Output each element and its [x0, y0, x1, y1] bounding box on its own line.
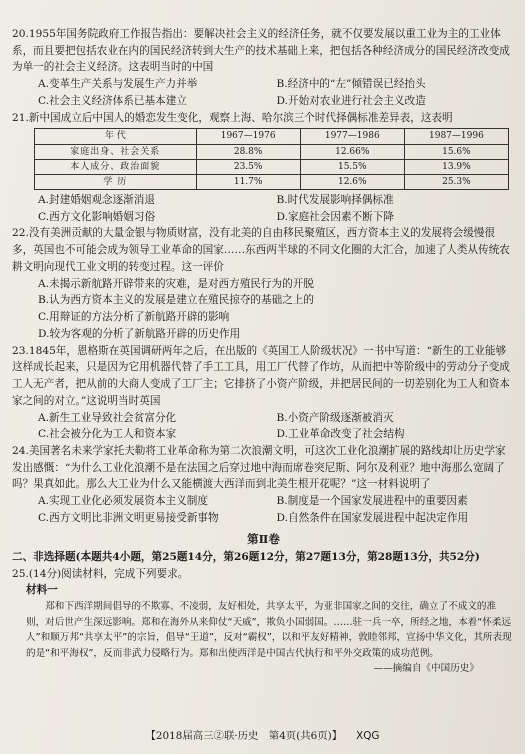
footer-code: XQG — [356, 730, 380, 742]
question-21-options — [12, 192, 515, 225]
table-row — [35, 159, 509, 174]
question-20 — [12, 26, 515, 110]
page-footer — [0, 728, 525, 744]
table-cell: 23.5% — [196, 159, 300, 174]
question-23-option-c: C.社会被分化为工人和资本家 — [38, 428, 177, 441]
question-24-options — [12, 493, 515, 526]
material-citation: ——摘编自《中国历史》 — [373, 663, 479, 675]
question-22-option-a: A.未揭示新航路开辟带来的灾难，是对西方殖民行为的开脱 — [38, 277, 314, 290]
question-23 — [12, 343, 515, 443]
question-23-stem: 23.1845年，恩格斯在英国调研两年之后，在出版的《英国工人阶级状况》一书中写道：“新生的工业能够这样成长起来，只是因为它用机器代替了手工工具，用工厂代替了作坊，从而把中等阶级中的劳动分子变成工人无产者，把从前的大商人变成了工厂主；它排挤了小资产阶级，并把居民间的一切差别化为工人和资本家之间的对立。”这说明当时英国 — [12, 344, 510, 407]
question-20-option-a: A.变革生产关系与发展生产力并举 — [38, 78, 198, 91]
question-23-option-b: B.小资产阶级逐渐被消灭 — [276, 411, 394, 424]
question-21-option-a: A.封建婚姻观念逐渐消退 — [38, 193, 155, 206]
table-cell: 25.3% — [404, 174, 508, 189]
exam-content — [12, 26, 515, 676]
table-row — [35, 174, 509, 189]
material-1-title: 材料一 — [26, 584, 58, 597]
question-24-stem: 24.美国著名未来学家托夫勒将工业革命称为第二次浪潮文明，可这次工业化浪潮扩展的路线却让历史学家发出感慨：“为什么工业化浪潮不是在法国之后穿过地中海而席卷突尼斯、阿尔及利亚？地中海那么宽阔了吗？果真如此。那么大工业为什么又能横渡大西洋而到北美生根开花呢？”这一材料说明了 — [12, 444, 506, 491]
question-24-option-d: D.自然条件在国家发展进程中起决定作用 — [276, 511, 469, 524]
table-cell: 12.6% — [300, 174, 404, 189]
table-cell: 13.9% — [404, 159, 508, 174]
footer-text: 【2018届高三②联·历史 第4页(共6页)】 — [145, 730, 343, 742]
table-cell: 28.8% — [196, 144, 300, 159]
question-22-option-d: D.较为客观的分析了新航路开辟的历史作用 — [38, 327, 241, 340]
question-22 — [12, 225, 515, 342]
table-cell: 11.7% — [196, 174, 300, 189]
table-header-cell: 1977—1986 — [300, 129, 404, 144]
question-21-stem: 21.新中国成立后中国人的婚恋发生变化，观察上海、哈尔滨三个时代择偶标准差异表，这表明 — [12, 111, 453, 124]
part-2-heading: 二、非选择题(本题共4小题，第25题14分，第26题12分，第27题13分，第28题13分，共52分) — [12, 550, 480, 563]
question-23-option-d: D.工业革命改变了社会结构 — [276, 428, 405, 441]
question-21 — [12, 110, 515, 226]
question-23-options — [12, 410, 515, 443]
question-21-option-c: C.西方文化影响婚姻习俗 — [38, 210, 156, 223]
table-row — [35, 144, 509, 159]
question-20-option-b: B.经济中的“左”倾错误已经抬头 — [276, 78, 426, 91]
question-20-option-d: D.开始对农业进行社会主义改造 — [276, 94, 426, 107]
question-22-option-c: C.用辩证的方法分析了新航路开辟的影响 — [38, 311, 230, 324]
table-header-cell: 1967—1976 — [196, 129, 300, 144]
question-20-stem: 20.1955年国务院政府工作报告指出：要解决社会主义的经济任务，就不仅要发展以重工业为主的工业体系，而且要把包括农业在内的国民经济转到大生产的技术基础上来，把包括各种经济成分的国民经济改变成为单一的社会主义经济。这表明当时的中国 — [12, 28, 510, 74]
question-24 — [12, 443, 515, 527]
table-row-label: 本人成分、政治面貌 — [35, 159, 197, 174]
table-row-label: 家庭出身、社会关系 — [35, 144, 197, 159]
question-24-option-a: A.实现工业化必须发展资本主义制度 — [38, 495, 208, 508]
table-row-label: 学 历 — [35, 174, 197, 189]
table-header-cell: 1987—1996 — [404, 129, 508, 144]
question-20-option-c: C.社会主义经济体系已基本建立 — [38, 94, 187, 107]
question-24-option-c: C.西方文明比非洲文明更易接受新事物 — [38, 511, 219, 524]
question-22-option-b: B.认为西方资本主义的发展是建立在殖民掠夺的基础之上的 — [38, 294, 314, 307]
question-21-option-b: B.时代发展影响择偶标准 — [276, 193, 394, 206]
section-2-title: 第Ⅱ卷 — [247, 531, 280, 546]
table-header-row — [35, 129, 509, 144]
question-24-option-b: B.制度是一个国家发展进程中的重要因素 — [276, 495, 468, 508]
question-21-option-d: D.家庭社会因素不断下降 — [276, 210, 394, 223]
table-cell: 15.6% — [404, 144, 508, 159]
question-22-stem: 22.没有美洲贡献的大量金银与物质财富，没有北美的自由移民聚殖区，西方资本主义的发展将会缓慢很多，英国也不可能会成为领导工业革命的国家……东西两半球的不同文化圈的大汇合，加速了人类从传统农耕文明向现代工业文明的转变过程。这一评价 — [12, 227, 510, 273]
table-header-cell: 年 代 — [35, 129, 197, 144]
marriage-criteria-table — [34, 128, 509, 190]
material-1-text: 郑和下西洋期间倡导的不欺寡、不凌弱，友好相处，共享太平，为亚非国家之间的交往，确立了不成文的准则，对后世产生深远影响。郑和在海外从来仰仗“天威”，欺负小国弱国。……驻一兵一卒，所经之地，本着“怀柔远人”和顺万邦“共享太平”的宗旨，倡导“王道”，反对“霸权”，以和平友好精神，敦睦邻邦，宣扬中华文化，其所表现的是“和平海权”，反而非武力侵略行为。郑和出使西洋是中国古代执行和平外交政策的成功范例。 — [26, 601, 512, 659]
table-cell: 15.5% — [300, 159, 404, 174]
question-25-stem: 25.(14分)阅读材料，完成下列要求。 — [12, 567, 189, 580]
question-23-option-a: A.新生工业导致社会贫富分化 — [38, 411, 177, 424]
table-cell: 12.66% — [300, 144, 404, 159]
question-20-options — [12, 76, 515, 109]
